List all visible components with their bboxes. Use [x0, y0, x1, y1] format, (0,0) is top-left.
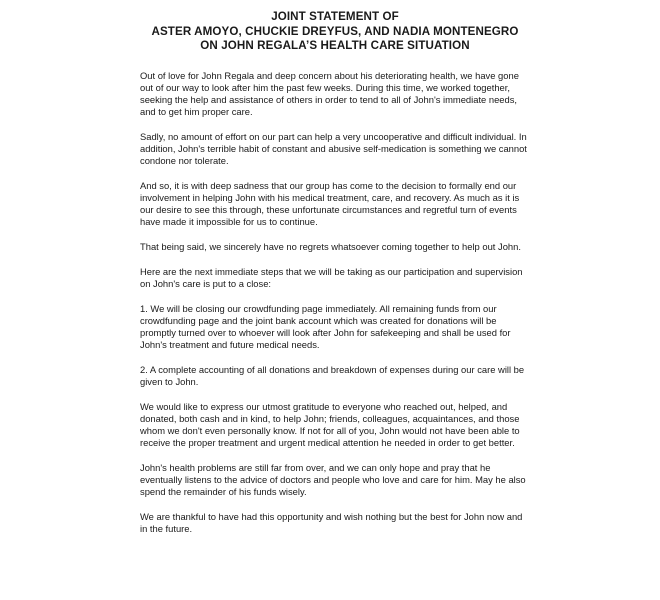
paragraph-step-1: 1. We will be closing our crowdfunding page immediately. All remaining funds from our crowdfunding page and the joint bank account which was created for donations will be promptly turned over to whoever will look after John for safekeeping and shall be used for John's treatment and future medical needs. [140, 302, 511, 350]
paragraph-difficulty: Sadly, no amount of effort on our part can help a very uncooperative and difficult individual. In addition, John's terrible habit of constant and abusive self-medication is something we cannot condone nor tolerate. [140, 130, 527, 166]
title-line: ASTER AMOYO, CHUCKIE DREYFUS, AND NADIA MONTENEGRO [151, 24, 519, 38]
statement-title [140, 10, 530, 54]
title-line: ON JOHN REGALA’S HEALTH CARE SITUATION [200, 39, 470, 52]
paragraph-health: John's health problems are still far from over, and we can only hope and pray that he eventually listens to the advice of doctors and people who love and care for him. May he also spend the remainder of his funds wisely. [140, 461, 526, 497]
statement-document [140, 10, 530, 548]
paragraph-next-steps: Here are the next immediate steps that we will be taking as our participation and supervision on John's care is put to a close: [140, 265, 523, 289]
paragraph-decision: And so, it is with deep sadness that our group has come to the decision to formally end our involvement in helping John with his medical treatment, care, and recovery. As much as it is our desire to see this through, these unfortunate circumstances and regretful turn of events have made it impossible for us to continue. [140, 179, 520, 227]
paragraph-intro: Out of love for John Regala and deep concern about his deteriorating health, we have gone out of our way to look after him the past few weeks. During this time, we worked together, seeking the help and assistance of others in order to tend to all of John's immediate needs, and to get him proper care. [140, 69, 519, 117]
paragraph-closing: We are thankful to have had this opportunity and wish nothing but the best for John now and in the future. [140, 510, 523, 534]
paragraph-no-regrets: That being said, we sincerely have no regrets whatsoever coming together to help out John. [140, 240, 521, 252]
paragraph-step-2: 2. A complete accounting of all donations and breakdown of expenses during our care will be given to John. [140, 363, 525, 387]
paragraph-gratitude: We would like to express our utmost gratitude to everyone who reached out, helped, and donated, both cash and in kind, to help John; friends, colleagues, acquaintances, and those whom we don't even personally know. If not for all of you, John would not have been able to receive the proper treatment and urgent medical attention he needed in order to get better. [140, 400, 520, 448]
title-line: JOINT STATEMENT OF [271, 10, 399, 23]
